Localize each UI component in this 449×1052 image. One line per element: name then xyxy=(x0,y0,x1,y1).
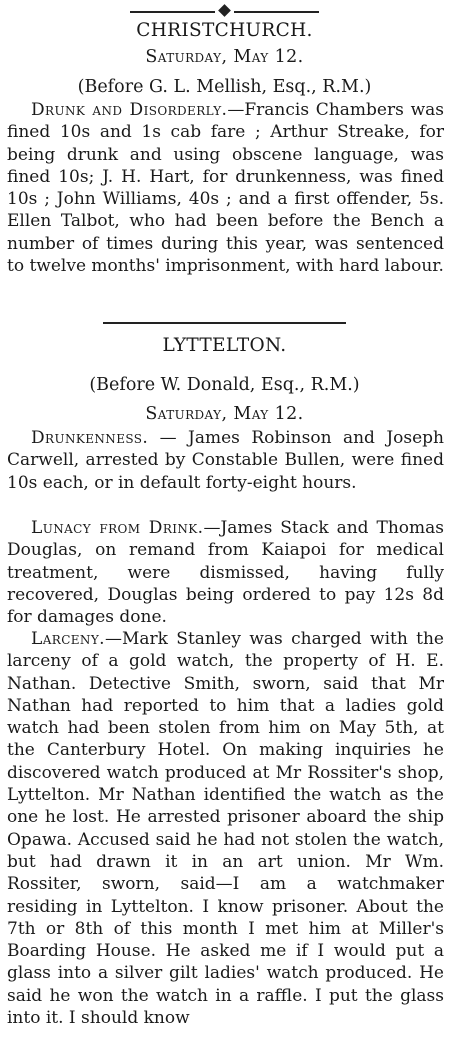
report-paragraph xyxy=(7,628,444,1029)
top-rule-left xyxy=(130,11,215,13)
paragraph-lead: Drunkenness. xyxy=(31,428,149,448)
section-date-christchurch: Saturday, May 12. xyxy=(145,47,304,67)
paragraph-text: —Francis Chambers was fined 10s and 1s cab fare ; Arthur Streake, for being drunk and using obscene language, was fined 10s; J. H. Hart, for drunkenness, was fined 10s ; John Williams, 40s ; and a first offender, 5s. Ellen Talbot, who had been before the Bench a number of times during this year, was sentenced to twelve months' imprisonment, with hard labour. xyxy=(7,100,444,277)
report-paragraph xyxy=(7,99,444,277)
section-divider xyxy=(103,322,346,324)
magistrate-lyttelton: (Before W. Donald, Esq., R.M.) xyxy=(89,375,360,395)
top-rule-right xyxy=(234,11,319,13)
report-paragraph xyxy=(7,427,444,494)
paragraph-lead: Drunk and Disorderly. xyxy=(31,100,228,120)
paragraph-lead: Larceny. xyxy=(31,629,105,649)
report-paragraph xyxy=(7,517,444,628)
paragraph-text: —James Stack and Thomas Douglas, on remand from Kaiapoi for medical treatment, were dismissed, having fully recovered, Douglas being ordered to pay 12s 8d for damages done. xyxy=(7,518,444,628)
paragraph-text: —Mark Stanley was charged with the larceny of a gold watch, the property of H. E. Nathan. Detective Smith, sworn, said that Mr Nathan had reported to him that a ladies gold watch had been stolen from him on May 5th, at the Canterbury Hotel. On making inquiries he discovered watch produced at Mr Rossiter's shop, Lyttelton. Mr Nathan identified the watch as the one he lost. He arrested prisoner aboard the ship Opawa. Accused said he had not stolen the watch, but had drawn it in an art union. Mr Wm. Rossiter, sworn, said—I am a watchmaker residing in Lyttelton. I know prisoner. About the 7th or 8th of this month I met him at Miller's Boarding House. He asked me if I would put a glass into a silver gilt ladies' watch produced. He said he won the watch in a raffle. I put the glass into it. I should know xyxy=(7,629,444,1029)
paragraph-text: — James Robinson and Joseph Carwell, arrested by Constable Bullen, were fined 10s each, or in default forty-eight hours. xyxy=(7,428,444,493)
section-date-lyttelton: Saturday, May 12. xyxy=(145,404,304,424)
magistrate-christchurch: (Before G. L. Mellish, Esq., R.M.) xyxy=(77,77,372,97)
paragraph-lead: Lunacy from Drink. xyxy=(31,518,204,538)
ornament-diamond xyxy=(218,4,231,17)
section-heading-christchurch: CHRISTCHURCH. xyxy=(136,20,313,41)
section-heading-lyttelton: LYTTELTON. xyxy=(162,335,287,356)
